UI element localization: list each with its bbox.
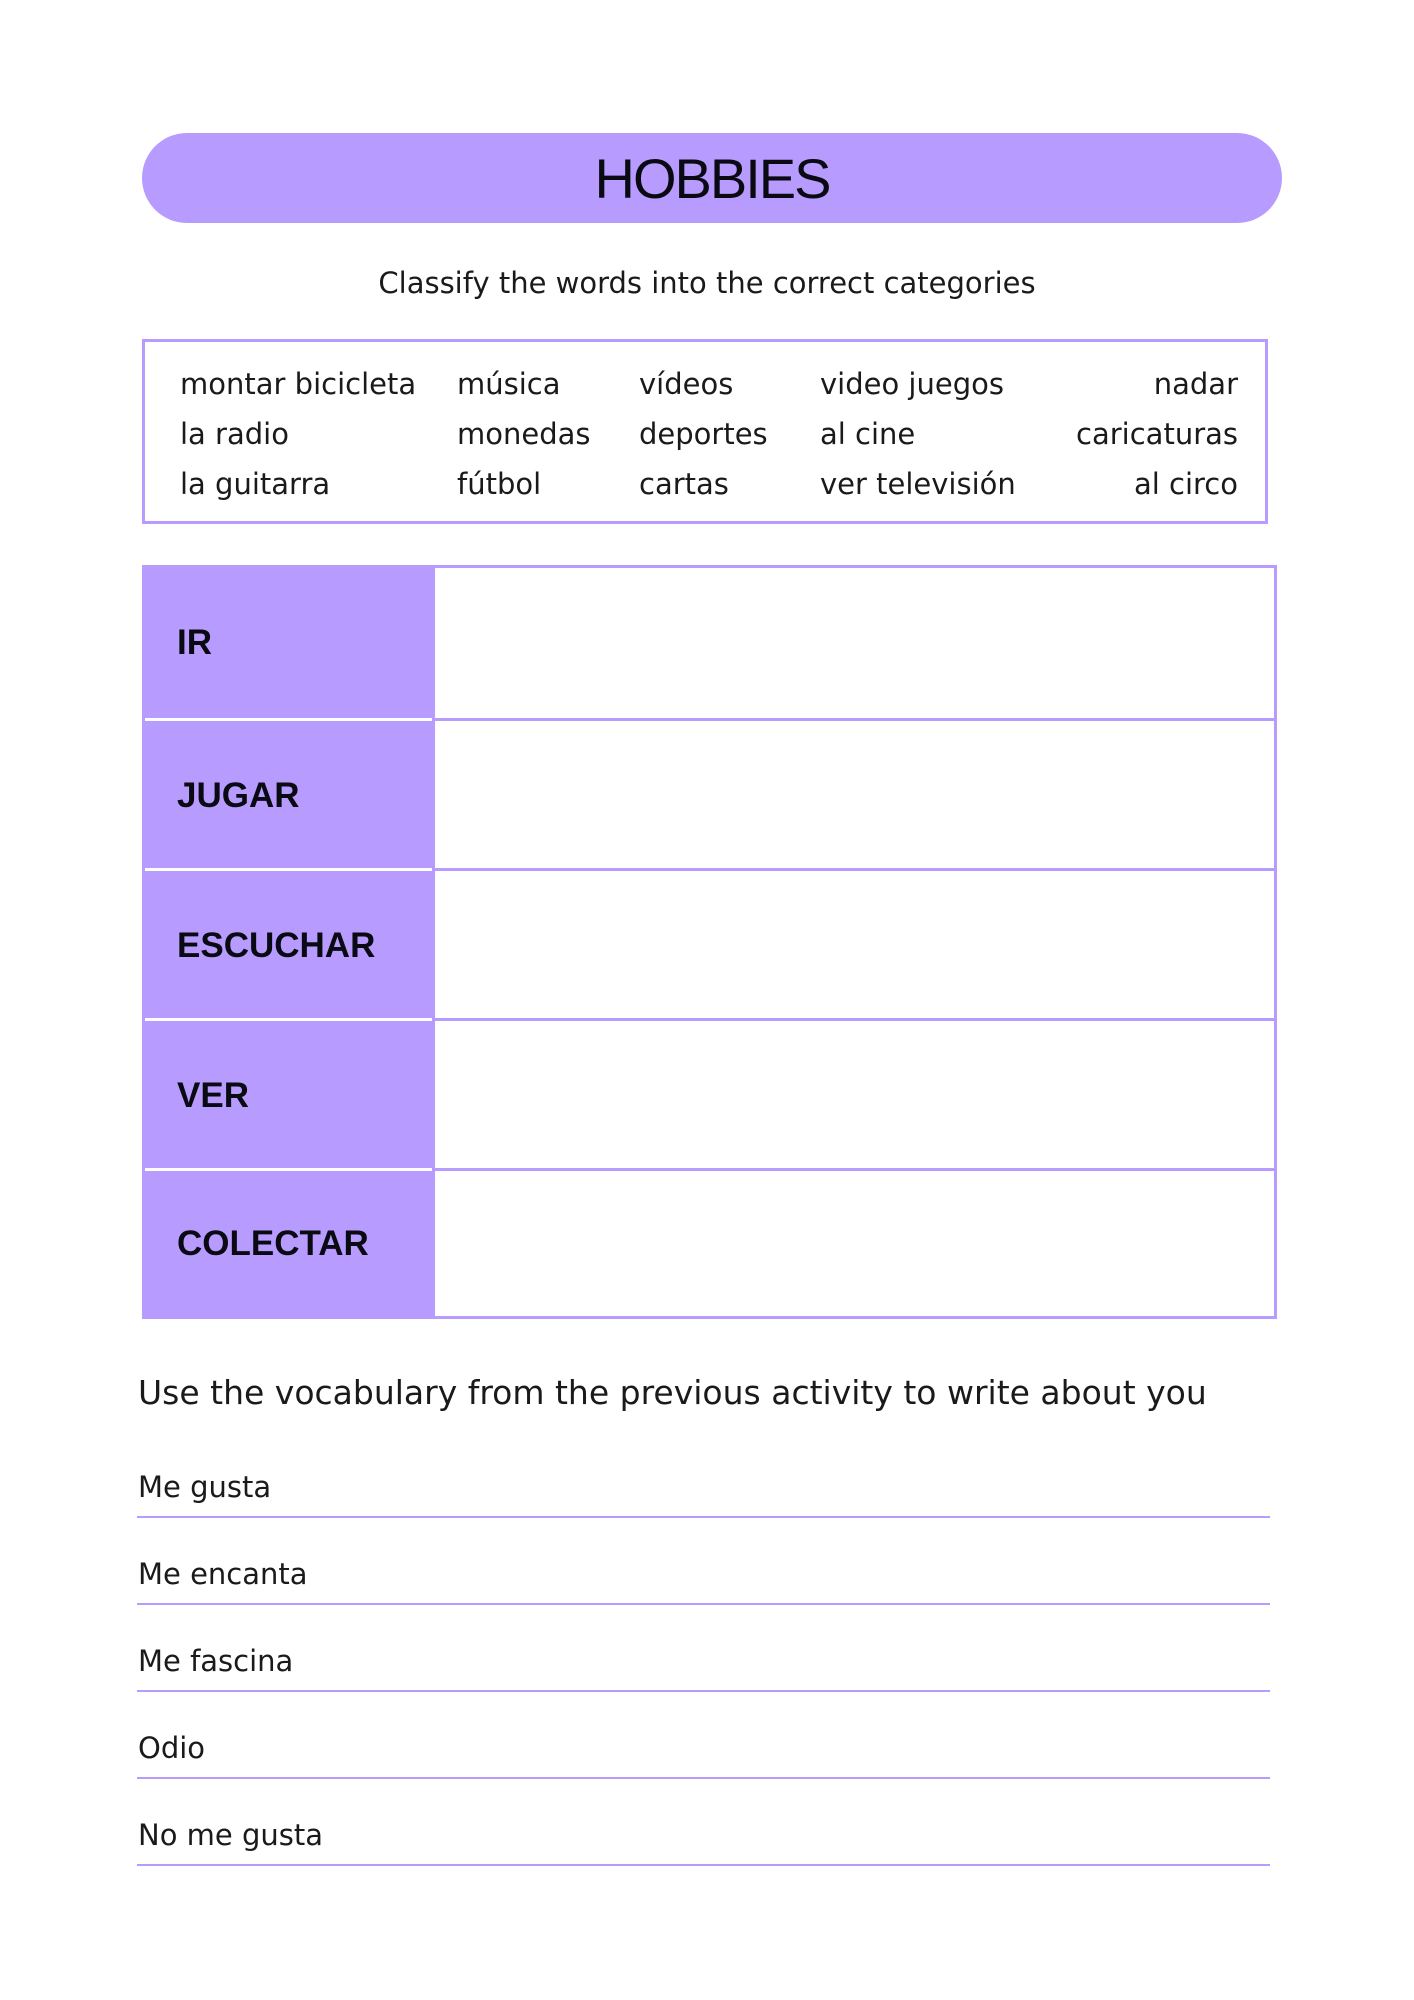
word-bank (142, 339, 1268, 524)
word-bank-item: música (457, 367, 561, 401)
category-answer-cell[interactable] (432, 871, 1274, 1021)
writing-line[interactable] (137, 1727, 1270, 1779)
category-table (142, 565, 1277, 1319)
word-bank-item: cartas (639, 467, 729, 501)
word-bank-item: al circo (1133, 467, 1238, 501)
category-answer-cell[interactable] (432, 1171, 1274, 1316)
category-label: VER (145, 1021, 432, 1171)
word-bank-item: nadar (1153, 367, 1238, 401)
word-bank-item: ver televisión (820, 467, 1016, 501)
writing-instruction: Use the vocabulary from the previous activity to write about you (138, 1373, 1207, 1412)
word-bank-item: vídeos (639, 367, 734, 401)
writing-line[interactable] (137, 1553, 1270, 1605)
category-label: IR (145, 568, 432, 718)
word-bank-item: video juegos (820, 367, 1004, 401)
word-bank-item: la radio (180, 417, 289, 451)
writing-prompt: No me gusta (138, 1818, 324, 1852)
classify-instruction: Classify the words into the correct categories (378, 266, 1036, 300)
column-divider (432, 568, 435, 1316)
writing-prompt: Me fascina (138, 1644, 294, 1678)
category-row-ver (145, 1021, 1274, 1171)
word-bank-item: deportes (639, 417, 768, 451)
category-row-colectar (145, 1171, 1274, 1316)
writing-prompt: Me encanta (138, 1557, 308, 1591)
category-answer-cell[interactable] (432, 1021, 1274, 1171)
word-bank-item: caricaturas (1076, 417, 1238, 451)
category-row-ir (145, 568, 1274, 718)
category-label: ESCUCHAR (145, 871, 432, 1021)
writing-line[interactable] (137, 1640, 1270, 1692)
category-answer-cell[interactable] (432, 721, 1274, 871)
word-bank-item: montar bicicleta (180, 367, 417, 401)
word-bank-item: monedas (457, 417, 591, 451)
word-bank-item: al cine (820, 417, 916, 451)
category-label: COLECTAR (145, 1171, 432, 1316)
word-bank-item: fútbol (457, 467, 542, 501)
word-bank-item: la guitarra (180, 467, 331, 501)
writing-prompt: Odio (138, 1731, 206, 1765)
page-title: HOBBIES (594, 146, 830, 210)
writing-prompt: Me gusta (138, 1470, 272, 1504)
category-row-jugar (145, 721, 1274, 871)
category-row-escuchar (145, 871, 1274, 1021)
category-answer-cell[interactable] (432, 568, 1274, 718)
title-banner (142, 133, 1282, 223)
writing-line[interactable] (137, 1814, 1270, 1866)
category-label: JUGAR (145, 721, 432, 871)
writing-line[interactable] (137, 1466, 1270, 1518)
